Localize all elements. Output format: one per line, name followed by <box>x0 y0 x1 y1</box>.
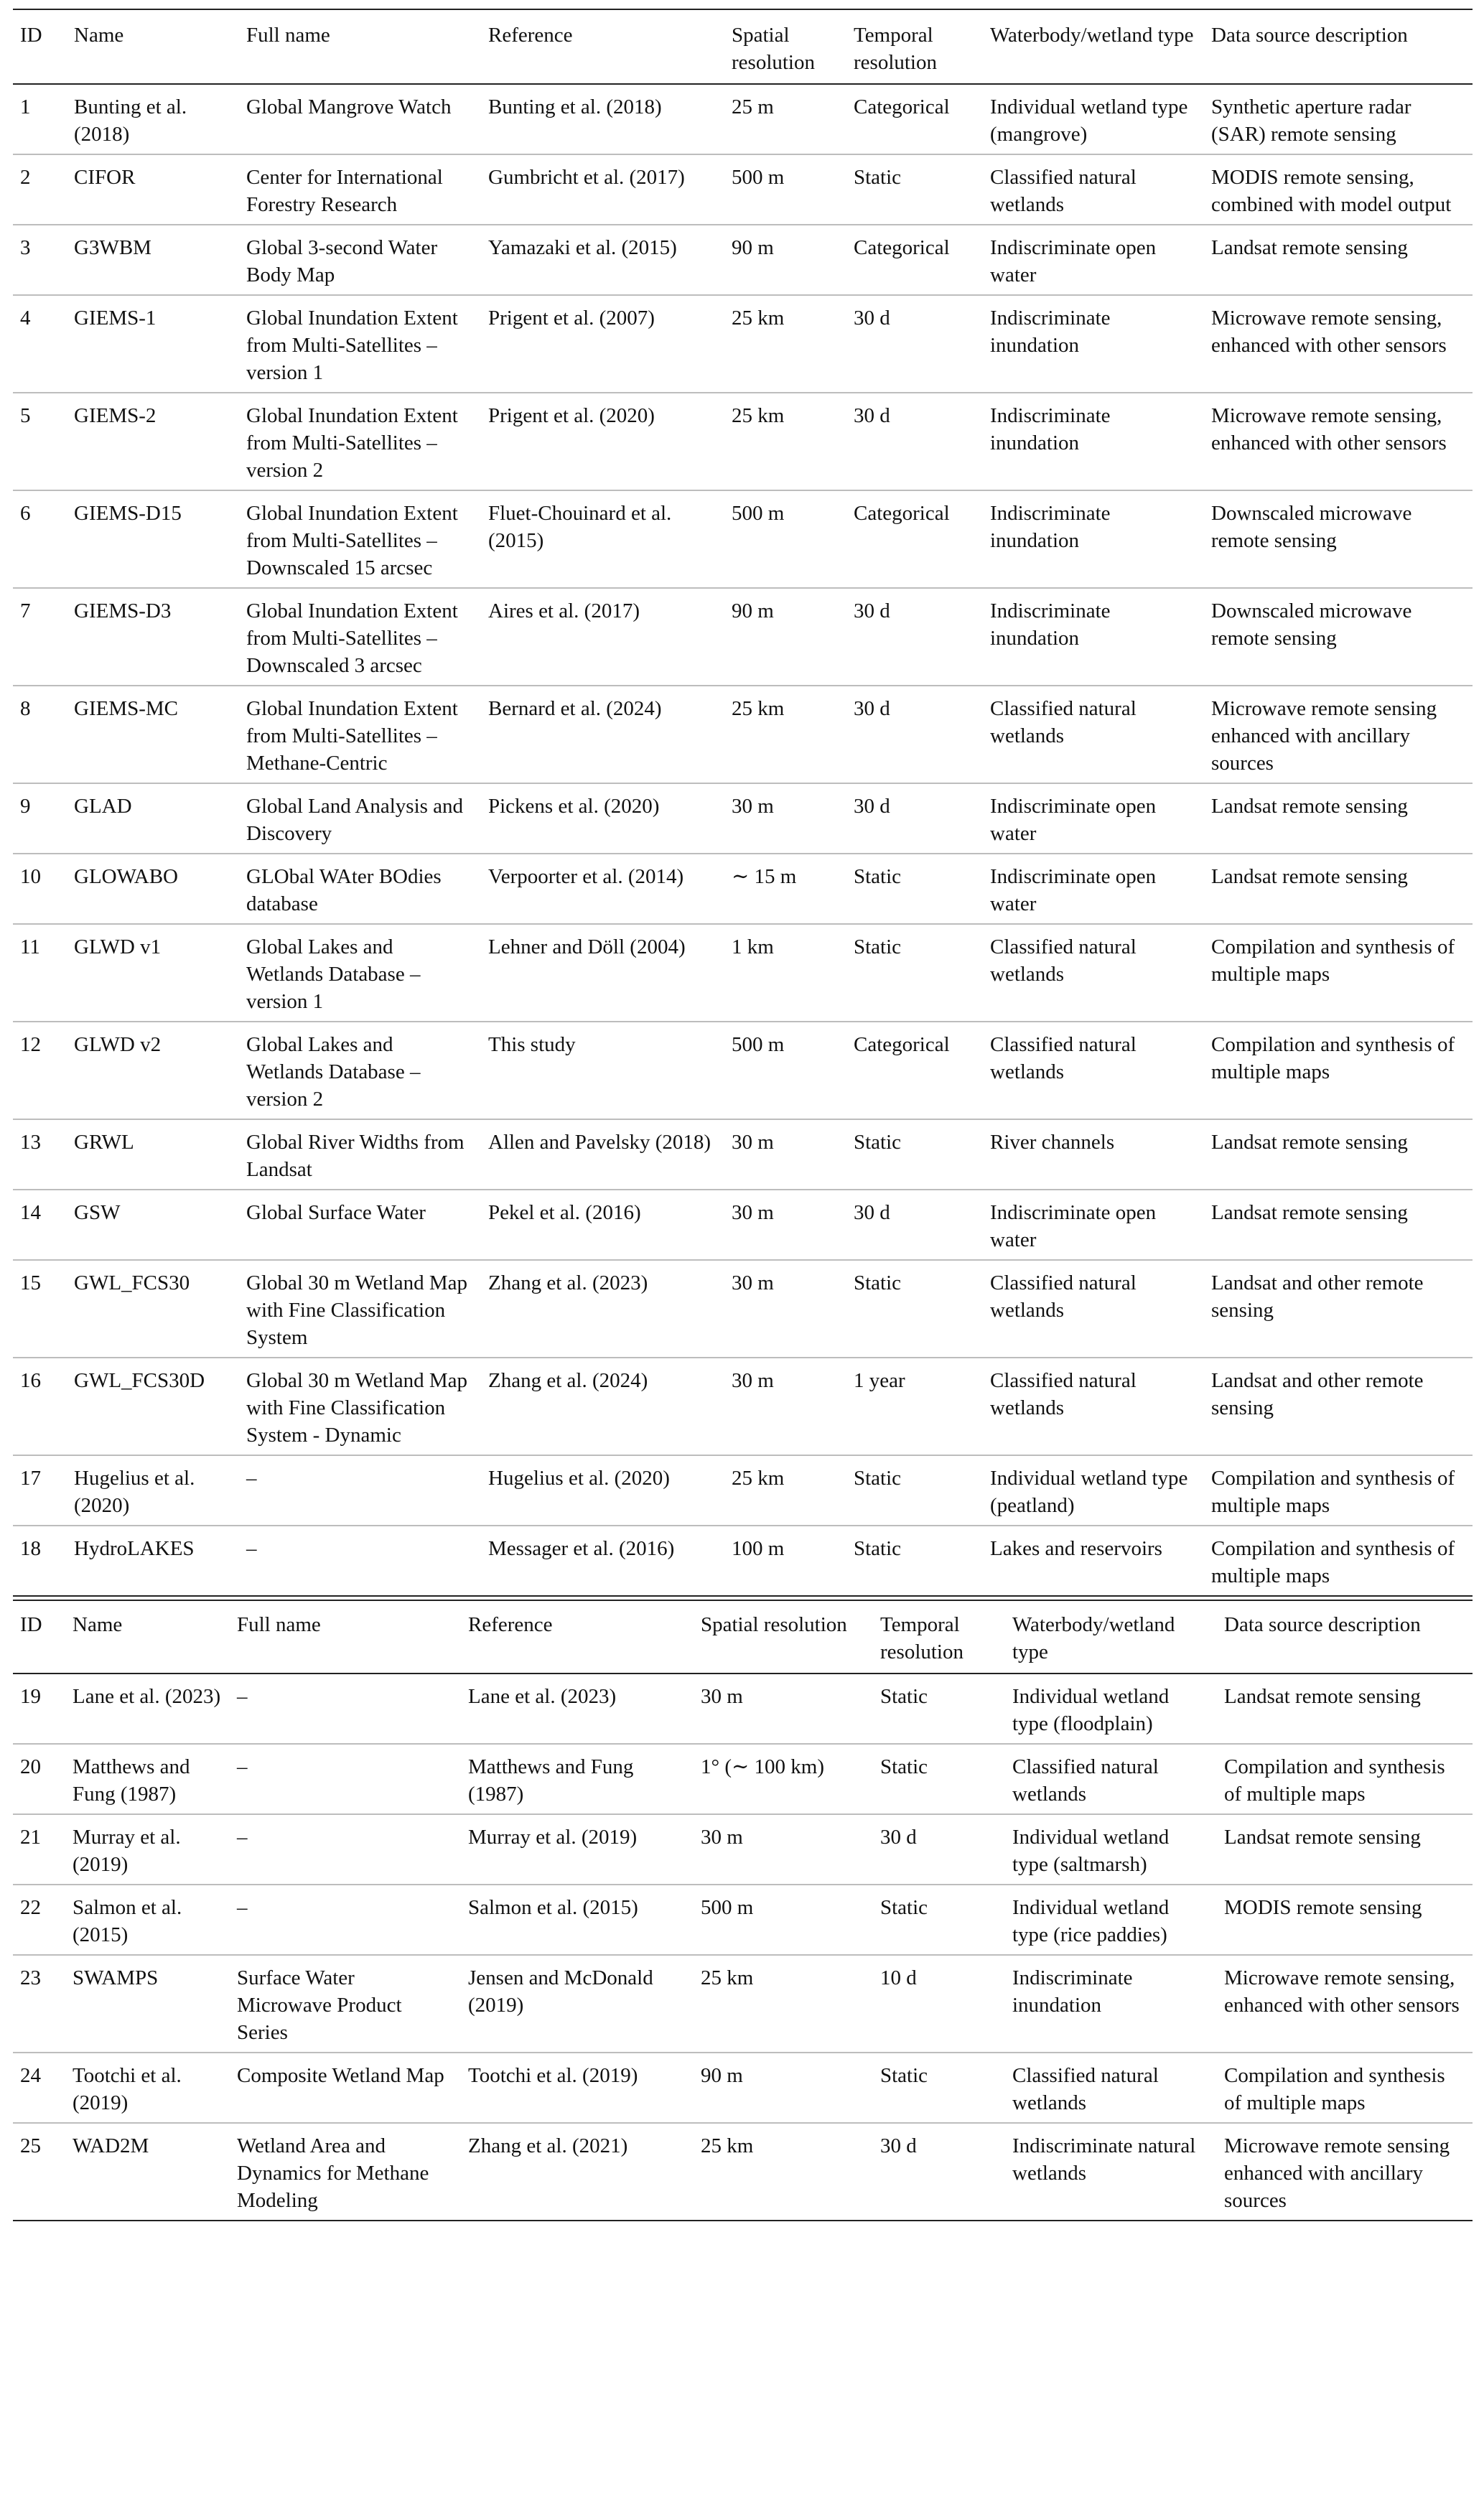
cell-name: Salmon et al. (2015) <box>65 1885 230 1955</box>
cell-id: 1 <box>13 84 67 154</box>
header-spatial-resolution: Spatial resolution <box>694 1600 873 1674</box>
cell-full-name: Global 3-second Water Body Map <box>239 225 481 295</box>
cell-data-source: Compilation and synthesis of multiple maps <box>1217 2053 1473 2123</box>
header-reference: Reference <box>461 1600 694 1674</box>
cell-spatial-resolution: 500 m <box>694 1885 873 1955</box>
cell-temporal-resolution: Static <box>846 854 983 924</box>
cell-waterbody-type: Individual wetland type (floodplain) <box>1005 1674 1217 1744</box>
table-body <box>13 1674 1473 2221</box>
table-row <box>13 1885 1473 1955</box>
cell-reference: Hugelius et al. (2020) <box>481 1455 724 1526</box>
cell-waterbody-type: Indiscriminate inundation <box>983 393 1204 490</box>
cell-id: 2 <box>13 154 67 225</box>
header-row <box>13 1600 1473 1674</box>
cell-temporal-resolution: 30 d <box>846 783 983 854</box>
table-row <box>13 1358 1473 1455</box>
cell-data-source: Synthetic aperture radar (SAR) remote sensing <box>1204 84 1473 154</box>
cell-data-source: Compilation and synthesis of multiple maps <box>1217 1744 1473 1814</box>
header-data-source: Data source description <box>1204 9 1473 84</box>
cell-data-source: Compilation and synthesis of multiple maps <box>1204 1526 1473 1596</box>
cell-full-name: GLObal WAter BOdies database <box>239 854 481 924</box>
cell-temporal-resolution: Static <box>846 924 983 1022</box>
cell-name: SWAMPS <box>65 1955 230 2053</box>
cell-waterbody-type: Classified natural wetlands <box>983 686 1204 783</box>
header-data-source: Data source description <box>1217 1600 1473 1674</box>
cell-waterbody-type: Indiscriminate open water <box>983 1190 1204 1260</box>
cell-full-name: Global Lakes and Wetlands Database – version 1 <box>239 924 481 1022</box>
cell-waterbody-type: Classified natural wetlands <box>983 924 1204 1022</box>
cell-full-name: – <box>230 1674 461 1744</box>
cell-name: GSW <box>67 1190 239 1260</box>
table-row <box>13 924 1473 1022</box>
cell-name: Hugelius et al. (2020) <box>67 1455 239 1526</box>
cell-name: GWL_FCS30D <box>67 1358 239 1455</box>
cell-reference: Zhang et al. (2023) <box>481 1260 724 1358</box>
header-waterbody-type: Waterbody/wetland type <box>983 9 1204 84</box>
cell-reference: Lehner and Döll (2004) <box>481 924 724 1022</box>
cell-spatial-resolution: 30 m <box>724 783 846 854</box>
cell-waterbody-type: Individual wetland type (mangrove) <box>983 84 1204 154</box>
cell-waterbody-type: Classified natural wetlands <box>983 1358 1204 1455</box>
cell-name: GIEMS-1 <box>67 295 239 393</box>
cell-spatial-resolution: 500 m <box>724 1022 846 1119</box>
cell-full-name: – <box>239 1526 481 1596</box>
table-row <box>13 295 1473 393</box>
cell-temporal-resolution: Categorical <box>846 490 983 588</box>
cell-full-name: – <box>230 1885 461 1955</box>
header-temporal-resolution: Temporal resolution <box>846 9 983 84</box>
cell-data-source: Compilation and synthesis of multiple maps <box>1204 924 1473 1022</box>
cell-name: Matthews and Fung (1987) <box>65 1744 230 1814</box>
cell-spatial-resolution: 90 m <box>694 2053 873 2123</box>
table-row <box>13 2053 1473 2123</box>
cell-waterbody-type: Indiscriminate inundation <box>983 588 1204 686</box>
cell-id: 4 <box>13 295 67 393</box>
table-row <box>13 1260 1473 1358</box>
cell-id: 7 <box>13 588 67 686</box>
cell-data-source: Compilation and synthesis of multiple maps <box>1204 1455 1473 1526</box>
cell-waterbody-type: Classified natural wetlands <box>983 154 1204 225</box>
cell-reference: Bernard et al. (2024) <box>481 686 724 783</box>
cell-temporal-resolution: 1 year <box>846 1358 983 1455</box>
cell-id: 11 <box>13 924 67 1022</box>
cell-data-source: Microwave remote sensing, enhanced with other sensors <box>1217 1955 1473 2053</box>
cell-spatial-resolution: 100 m <box>724 1526 846 1596</box>
cell-data-source: Landsat remote sensing <box>1204 1190 1473 1260</box>
cell-full-name: Global Surface Water <box>239 1190 481 1260</box>
cell-data-source: Landsat remote sensing <box>1204 783 1473 854</box>
table-row <box>13 225 1473 295</box>
cell-reference: This study <box>481 1022 724 1119</box>
header-full-name: Full name <box>230 1600 461 1674</box>
cell-temporal-resolution: Static <box>846 1526 983 1596</box>
cell-reference: Pekel et al. (2016) <box>481 1190 724 1260</box>
cell-full-name: Composite Wetland Map <box>230 2053 461 2123</box>
header-reference: Reference <box>481 9 724 84</box>
table-row <box>13 686 1473 783</box>
cell-temporal-resolution: Categorical <box>846 84 983 154</box>
cell-full-name: Global Inundation Extent from Multi-Satellites – version 1 <box>239 295 481 393</box>
cell-waterbody-type: Individual wetland type (rice paddies) <box>1005 1885 1217 1955</box>
cell-name: GIEMS-D3 <box>67 588 239 686</box>
cell-waterbody-type: Classified natural wetlands <box>1005 2053 1217 2123</box>
cell-name: Lane et al. (2023) <box>65 1674 230 1744</box>
cell-reference: Murray et al. (2019) <box>461 1814 694 1885</box>
table-row <box>13 1119 1473 1190</box>
cell-full-name: – <box>239 1455 481 1526</box>
cell-full-name: Global 30 m Wetland Map with Fine Classification System <box>239 1260 481 1358</box>
cell-name: GWL_FCS30 <box>67 1260 239 1358</box>
cell-full-name: Global Inundation Extent from Multi-Satellites – version 2 <box>239 393 481 490</box>
cell-waterbody-type: Indiscriminate natural wetlands <box>1005 2123 1217 2221</box>
cell-full-name: Global Inundation Extent from Multi-Satellites – Methane-Centric <box>239 686 481 783</box>
cell-name: Bunting et al. (2018) <box>67 84 239 154</box>
cell-temporal-resolution: Categorical <box>846 1022 983 1119</box>
dataset-table-part-2 <box>13 1600 1473 2221</box>
cell-full-name: – <box>230 1744 461 1814</box>
cell-id: 3 <box>13 225 67 295</box>
header-temporal-resolution: Temporal resolution <box>873 1600 1005 1674</box>
cell-name: CIFOR <box>67 154 239 225</box>
cell-data-source: Downscaled microwave remote sensing <box>1204 588 1473 686</box>
cell-full-name: Surface Water Microwave Product Series <box>230 1955 461 2053</box>
cell-temporal-resolution: 10 d <box>873 1955 1005 2053</box>
cell-name: GLWD v1 <box>67 924 239 1022</box>
table-row <box>13 154 1473 225</box>
cell-spatial-resolution: 1° (∼ 100 km) <box>694 1744 873 1814</box>
cell-spatial-resolution: 30 m <box>724 1358 846 1455</box>
dataset-table-part-1 <box>13 9 1473 1597</box>
cell-data-source: Microwave remote sensing, enhanced with other sensors <box>1204 393 1473 490</box>
cell-spatial-resolution: 90 m <box>724 225 846 295</box>
cell-reference: Verpoorter et al. (2014) <box>481 854 724 924</box>
cell-data-source: Landsat remote sensing <box>1204 1119 1473 1190</box>
cell-data-source: Landsat remote sensing <box>1204 854 1473 924</box>
cell-waterbody-type: Individual wetland type (peatland) <box>983 1455 1204 1526</box>
cell-temporal-resolution: Static <box>873 1885 1005 1955</box>
cell-full-name: Wetland Area and Dynamics for Methane Modeling <box>230 2123 461 2221</box>
cell-id: 21 <box>13 1814 65 1885</box>
cell-temporal-resolution: 30 d <box>846 588 983 686</box>
cell-spatial-resolution: 25 km <box>724 295 846 393</box>
cell-data-source: Landsat and other remote sensing <box>1204 1260 1473 1358</box>
cell-data-source: Microwave remote sensing enhanced with ancillary sources <box>1217 2123 1473 2221</box>
cell-full-name: Global Lakes and Wetlands Database – version 2 <box>239 1022 481 1119</box>
cell-waterbody-type: Individual wetland type (saltmarsh) <box>1005 1814 1217 1885</box>
cell-full-name: Global 30 m Wetland Map with Fine Classification System - Dynamic <box>239 1358 481 1455</box>
cell-id: 8 <box>13 686 67 783</box>
header-name: Name <box>65 1600 230 1674</box>
cell-id: 6 <box>13 490 67 588</box>
table-row <box>13 1814 1473 1885</box>
cell-data-source: Microwave remote sensing enhanced with ancillary sources <box>1204 686 1473 783</box>
cell-name: Tootchi et al. (2019) <box>65 2053 230 2123</box>
table-row <box>13 783 1473 854</box>
cell-temporal-resolution: 30 d <box>873 2123 1005 2221</box>
cell-temporal-resolution: Static <box>873 2053 1005 2123</box>
cell-id: 9 <box>13 783 67 854</box>
cell-name: GLWD v2 <box>67 1022 239 1119</box>
cell-spatial-resolution: 25 km <box>694 1955 873 2053</box>
cell-data-source: MODIS remote sensing, combined with model output <box>1204 154 1473 225</box>
cell-spatial-resolution: 25 km <box>694 2123 873 2221</box>
cell-data-source: Downscaled microwave remote sensing <box>1204 490 1473 588</box>
cell-temporal-resolution: Static <box>846 1455 983 1526</box>
cell-name: HydroLAKES <box>67 1526 239 1596</box>
cell-waterbody-type: River channels <box>983 1119 1204 1190</box>
cell-id: 19 <box>13 1674 65 1744</box>
cell-waterbody-type: Indiscriminate inundation <box>983 295 1204 393</box>
cell-name: WAD2M <box>65 2123 230 2221</box>
cell-spatial-resolution: ∼ 15 m <box>724 854 846 924</box>
table-row <box>13 1455 1473 1526</box>
header-row <box>13 9 1473 84</box>
cell-id: 14 <box>13 1190 67 1260</box>
table-row <box>13 1190 1473 1260</box>
table-row <box>13 490 1473 588</box>
cell-spatial-resolution: 90 m <box>724 588 846 686</box>
table-row <box>13 854 1473 924</box>
cell-id: 24 <box>13 2053 65 2123</box>
cell-waterbody-type: Indiscriminate open water <box>983 783 1204 854</box>
cell-waterbody-type: Indiscriminate inundation <box>1005 1955 1217 2053</box>
cell-name: G3WBM <box>67 225 239 295</box>
cell-data-source: Microwave remote sensing, enhanced with other sensors <box>1204 295 1473 393</box>
cell-name: GIEMS-D15 <box>67 490 239 588</box>
cell-waterbody-type: Indiscriminate inundation <box>983 490 1204 588</box>
cell-name: Murray et al. (2019) <box>65 1814 230 1885</box>
cell-spatial-resolution: 500 m <box>724 154 846 225</box>
cell-waterbody-type: Classified natural wetlands <box>1005 1744 1217 1814</box>
table-row <box>13 588 1473 686</box>
cell-id: 5 <box>13 393 67 490</box>
cell-reference: Fluet-Chouinard et al. (2015) <box>481 490 724 588</box>
cell-id: 17 <box>13 1455 67 1526</box>
cell-id: 13 <box>13 1119 67 1190</box>
cell-temporal-resolution: 30 d <box>846 393 983 490</box>
header-full-name: Full name <box>239 9 481 84</box>
cell-waterbody-type: Classified natural wetlands <box>983 1260 1204 1358</box>
cell-spatial-resolution: 500 m <box>724 490 846 588</box>
cell-spatial-resolution: 30 m <box>724 1119 846 1190</box>
cell-id: 12 <box>13 1022 67 1119</box>
cell-id: 20 <box>13 1744 65 1814</box>
header-name: Name <box>67 9 239 84</box>
cell-reference: Zhang et al. (2024) <box>481 1358 724 1455</box>
table-row <box>13 393 1473 490</box>
header-id: ID <box>13 9 67 84</box>
cell-data-source: Landsat remote sensing <box>1217 1814 1473 1885</box>
cell-reference: Messager et al. (2016) <box>481 1526 724 1596</box>
cell-data-source: Landsat remote sensing <box>1204 225 1473 295</box>
cell-spatial-resolution: 25 m <box>724 84 846 154</box>
cell-data-source: Compilation and synthesis of multiple maps <box>1204 1022 1473 1119</box>
cell-temporal-resolution: Static <box>873 1674 1005 1744</box>
cell-reference: Gumbricht et al. (2017) <box>481 154 724 225</box>
table-row <box>13 1526 1473 1596</box>
cell-reference: Bunting et al. (2018) <box>481 84 724 154</box>
cell-id: 16 <box>13 1358 67 1455</box>
cell-spatial-resolution: 30 m <box>724 1190 846 1260</box>
cell-id: 10 <box>13 854 67 924</box>
table-header <box>13 9 1473 84</box>
cell-waterbody-type: Indiscriminate open water <box>983 225 1204 295</box>
cell-reference: Allen and Pavelsky (2018) <box>481 1119 724 1190</box>
cell-name: GRWL <box>67 1119 239 1190</box>
cell-full-name: Center for International Forestry Research <box>239 154 481 225</box>
document-page <box>13 0 1473 2221</box>
cell-spatial-resolution: 30 m <box>694 1814 873 1885</box>
table-row <box>13 1955 1473 2053</box>
cell-reference: Jensen and McDonald (2019) <box>461 1955 694 2053</box>
table-row <box>13 2123 1473 2221</box>
cell-waterbody-type: Classified natural wetlands <box>983 1022 1204 1119</box>
cell-temporal-resolution: 30 d <box>846 295 983 393</box>
table-row <box>13 1022 1473 1119</box>
cell-reference: Tootchi et al. (2019) <box>461 2053 694 2123</box>
cell-temporal-resolution: 30 d <box>873 1814 1005 1885</box>
cell-full-name: Global Land Analysis and Discovery <box>239 783 481 854</box>
table-body <box>13 84 1473 1596</box>
cell-name: GLAD <box>67 783 239 854</box>
cell-name: GLOWABO <box>67 854 239 924</box>
cell-reference: Salmon et al. (2015) <box>461 1885 694 1955</box>
cell-id: 23 <box>13 1955 65 2053</box>
cell-spatial-resolution: 30 m <box>694 1674 873 1744</box>
table-row <box>13 84 1473 154</box>
cell-reference: Pickens et al. (2020) <box>481 783 724 854</box>
cell-spatial-resolution: 1 km <box>724 924 846 1022</box>
cell-reference: Aires et al. (2017) <box>481 588 724 686</box>
cell-full-name: – <box>230 1814 461 1885</box>
cell-id: 18 <box>13 1526 67 1596</box>
cell-data-source: Landsat remote sensing <box>1217 1674 1473 1744</box>
cell-spatial-resolution: 25 km <box>724 393 846 490</box>
cell-spatial-resolution: 25 km <box>724 686 846 783</box>
cell-spatial-resolution: 25 km <box>724 1455 846 1526</box>
cell-temporal-resolution: Categorical <box>846 225 983 295</box>
cell-temporal-resolution: Static <box>846 154 983 225</box>
cell-id: 22 <box>13 1885 65 1955</box>
cell-temporal-resolution: 30 d <box>846 1190 983 1260</box>
header-id: ID <box>13 1600 65 1674</box>
table-row <box>13 1744 1473 1814</box>
header-spatial-resolution: Spatial resolution <box>724 9 846 84</box>
cell-reference: Matthews and Fung (1987) <box>461 1744 694 1814</box>
cell-waterbody-type: Indiscriminate open water <box>983 854 1204 924</box>
cell-reference: Zhang et al. (2021) <box>461 2123 694 2221</box>
header-waterbody-type: Waterbody/wetland type <box>1005 1600 1217 1674</box>
cell-reference: Lane et al. (2023) <box>461 1674 694 1744</box>
cell-reference: Prigent et al. (2007) <box>481 295 724 393</box>
cell-reference: Prigent et al. (2020) <box>481 393 724 490</box>
cell-full-name: Global Inundation Extent from Multi-Satellites – Downscaled 3 arcsec <box>239 588 481 686</box>
cell-data-source: MODIS remote sensing <box>1217 1885 1473 1955</box>
cell-name: GIEMS-2 <box>67 393 239 490</box>
cell-temporal-resolution: Static <box>846 1260 983 1358</box>
cell-name: GIEMS-MC <box>67 686 239 783</box>
cell-full-name: Global Inundation Extent from Multi-Satellites – Downscaled 15 arcsec <box>239 490 481 588</box>
cell-full-name: Global Mangrove Watch <box>239 84 481 154</box>
cell-temporal-resolution: 30 d <box>846 686 983 783</box>
cell-full-name: Global River Widths from Landsat <box>239 1119 481 1190</box>
cell-id: 15 <box>13 1260 67 1358</box>
cell-temporal-resolution: Static <box>873 1744 1005 1814</box>
table-header <box>13 1600 1473 1674</box>
cell-data-source: Landsat and other remote sensing <box>1204 1358 1473 1455</box>
cell-temporal-resolution: Static <box>846 1119 983 1190</box>
cell-waterbody-type: Lakes and reservoirs <box>983 1526 1204 1596</box>
cell-reference: Yamazaki et al. (2015) <box>481 225 724 295</box>
cell-id: 25 <box>13 2123 65 2221</box>
cell-spatial-resolution: 30 m <box>724 1260 846 1358</box>
table-row <box>13 1674 1473 1744</box>
